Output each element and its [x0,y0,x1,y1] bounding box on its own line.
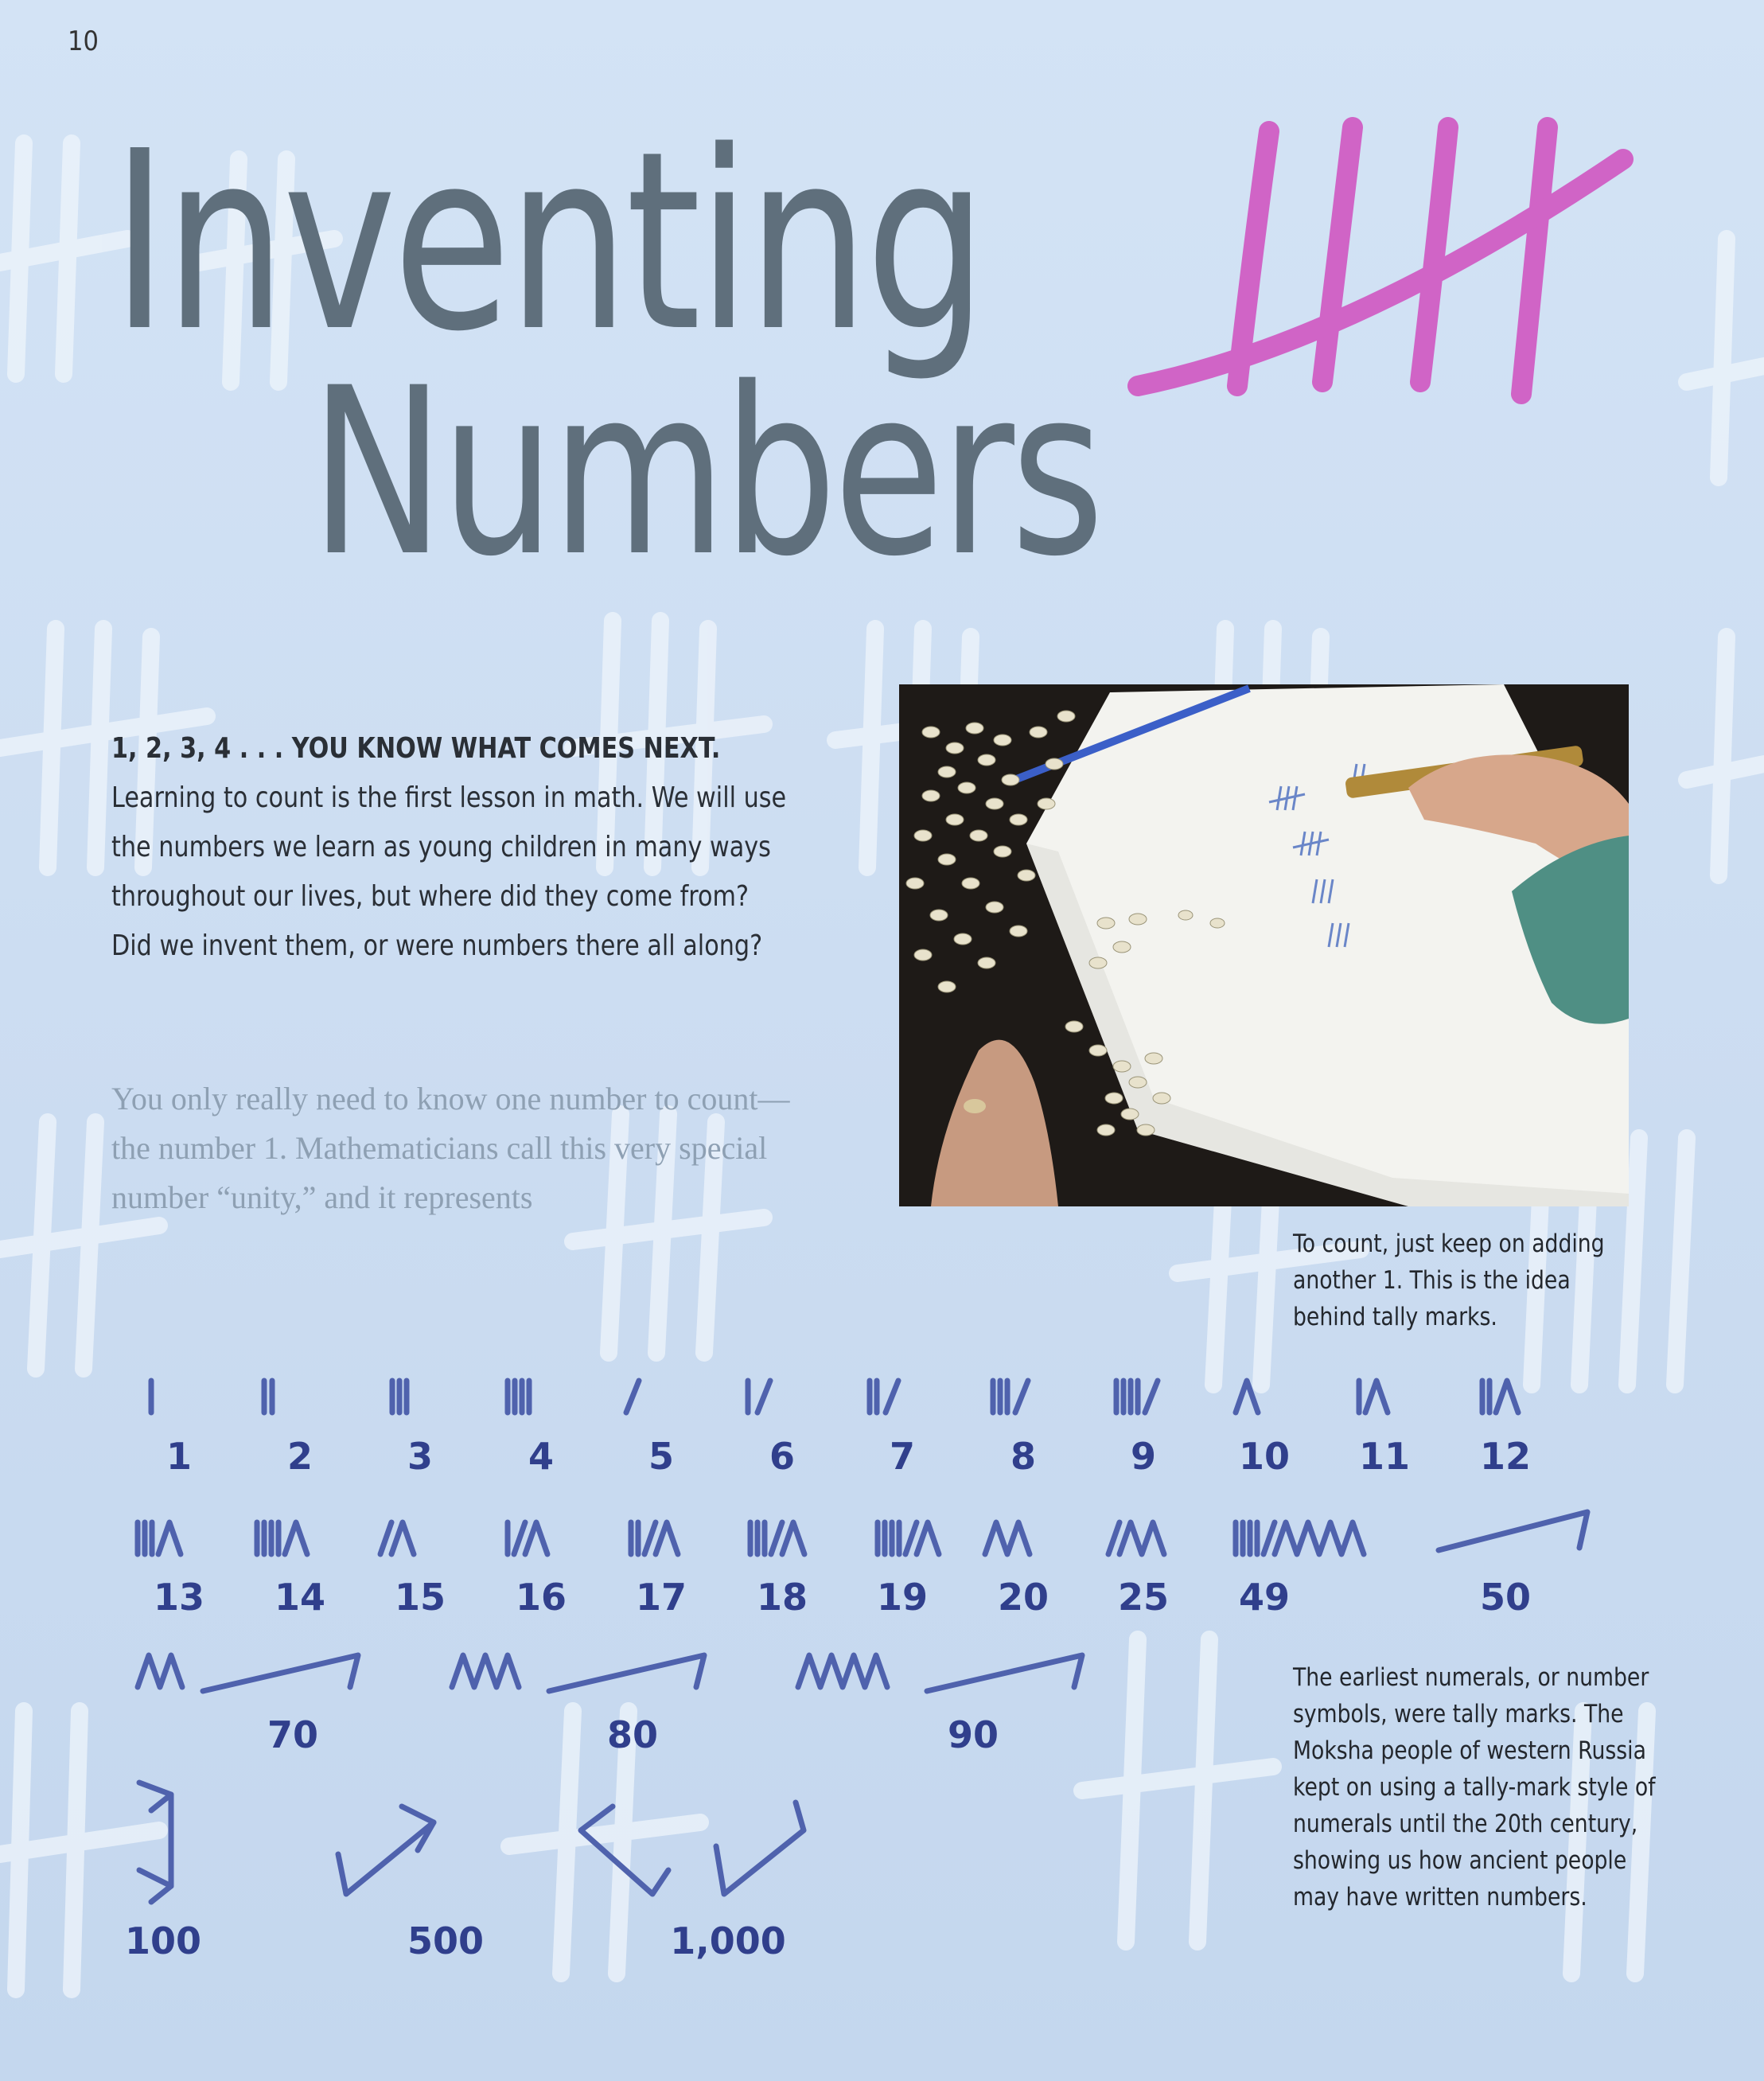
tally-glyph-14 [251,1518,322,1558]
numeral-18: 18 [756,1576,808,1619]
counting-photo [899,684,1629,1206]
tally-glyph-90 [792,1639,1094,1703]
numeral-49: 49 [1238,1576,1290,1619]
numeral-11: 11 [1358,1435,1410,1478]
tally-glyph-1 [139,1377,171,1417]
numeral-8: 8 [1010,1435,1036,1478]
tally-glyph-3 [386,1377,418,1417]
numeral-12: 12 [1479,1435,1531,1478]
numeral-14: 14 [274,1576,325,1619]
numeral-15: 15 [394,1576,446,1619]
pink-tally-mark-icon [1114,103,1655,422]
tally-glyph-17 [625,1518,696,1558]
counting-photo-illustration [899,684,1629,1206]
moksha-note: The earliest numerals, or number symbols, were tally marks. The Moksha people of western Russia kept on using a tally-mark style of numerals until the 20th century, showing us how ancient people may have written numbers. [1293,1663,1656,1911]
numeral-2: 2 [286,1435,313,1478]
numeral-90: 90 [947,1713,999,1756]
tally-glyph-80 [446,1639,716,1703]
tally-glyph-7 [863,1377,903,1417]
title-line-2: Numbers [310,339,1101,607]
tally-glyph-1000 [573,1783,820,1910]
intro-paragraph [111,724,786,971]
numeral-7: 7 [889,1435,915,1478]
intro-text: Learning to count is the first lesson in math. We will use the numbers we learn as young children in many ways throughout our lives, but where did they come from? Did we invent them, or were numbers there all along? [111,781,787,962]
body-paragraph: You only really need to know one number to count—the number 1. Mathematicians call this very special number “unity,” and it represents [111,1081,790,1215]
tally-glyph-500 [314,1783,450,1902]
numeral-25: 25 [1117,1576,1169,1619]
title-line-1: Inventing [111,99,984,386]
numeral-80: 80 [606,1713,658,1756]
numeral-5: 5 [648,1435,674,1478]
tally-glyph-18 [744,1518,816,1558]
tally-glyph-5 [617,1377,648,1417]
photo-caption: To count, just keep on adding another 1. This is the idea behind tally marks. [1293,1230,1605,1331]
numeral-16: 16 [515,1576,567,1619]
numeral-500: 500 [407,1919,485,1962]
tally-glyph-6 [740,1377,780,1417]
tally-glyph-13 [131,1518,195,1558]
tally-glyph-4 [501,1377,541,1417]
tally-glyph-9 [1110,1377,1166,1417]
numeral-17: 17 [635,1576,687,1619]
tally-glyph-16 [501,1518,565,1558]
numeral-3: 3 [407,1435,433,1478]
numeral-10: 10 [1238,1435,1290,1478]
tally-glyph-25 [1102,1518,1182,1558]
numeral-1000: 1,000 [670,1919,786,1962]
page-number: 10 [68,25,99,57]
tally-glyph-20 [979,1518,1042,1558]
tally-glyph-15 [374,1518,430,1558]
numeral-20: 20 [997,1576,1049,1619]
numeral-70: 70 [267,1713,318,1756]
numeral-4: 4 [528,1435,554,1478]
tally-glyph-11 [1353,1377,1400,1417]
tally-glyph-12 [1476,1377,1532,1417]
tally-glyph-8 [987,1377,1034,1417]
tally-glyph-100 [127,1767,199,1918]
tally-glyph-2 [255,1377,286,1417]
tally-glyph-70 [131,1639,370,1703]
numeral-1: 1 [165,1435,192,1478]
numeral-13: 13 [153,1576,204,1619]
numeral-100: 100 [124,1919,202,1962]
tally-glyph-10 [1229,1377,1269,1417]
numeral-9: 9 [1130,1435,1156,1478]
numeral-19: 19 [876,1576,928,1619]
tally-glyph-50 [1432,1504,1599,1560]
tally-glyph-49 [1229,1518,1404,1558]
numeral-50: 50 [1479,1576,1531,1619]
tally-glyph-19 [871,1518,951,1558]
intro-lead: 1, 2, 3, 4 . . . YOU KNOW WHAT COMES NEXT. [111,732,721,765]
numeral-6: 6 [769,1435,795,1478]
